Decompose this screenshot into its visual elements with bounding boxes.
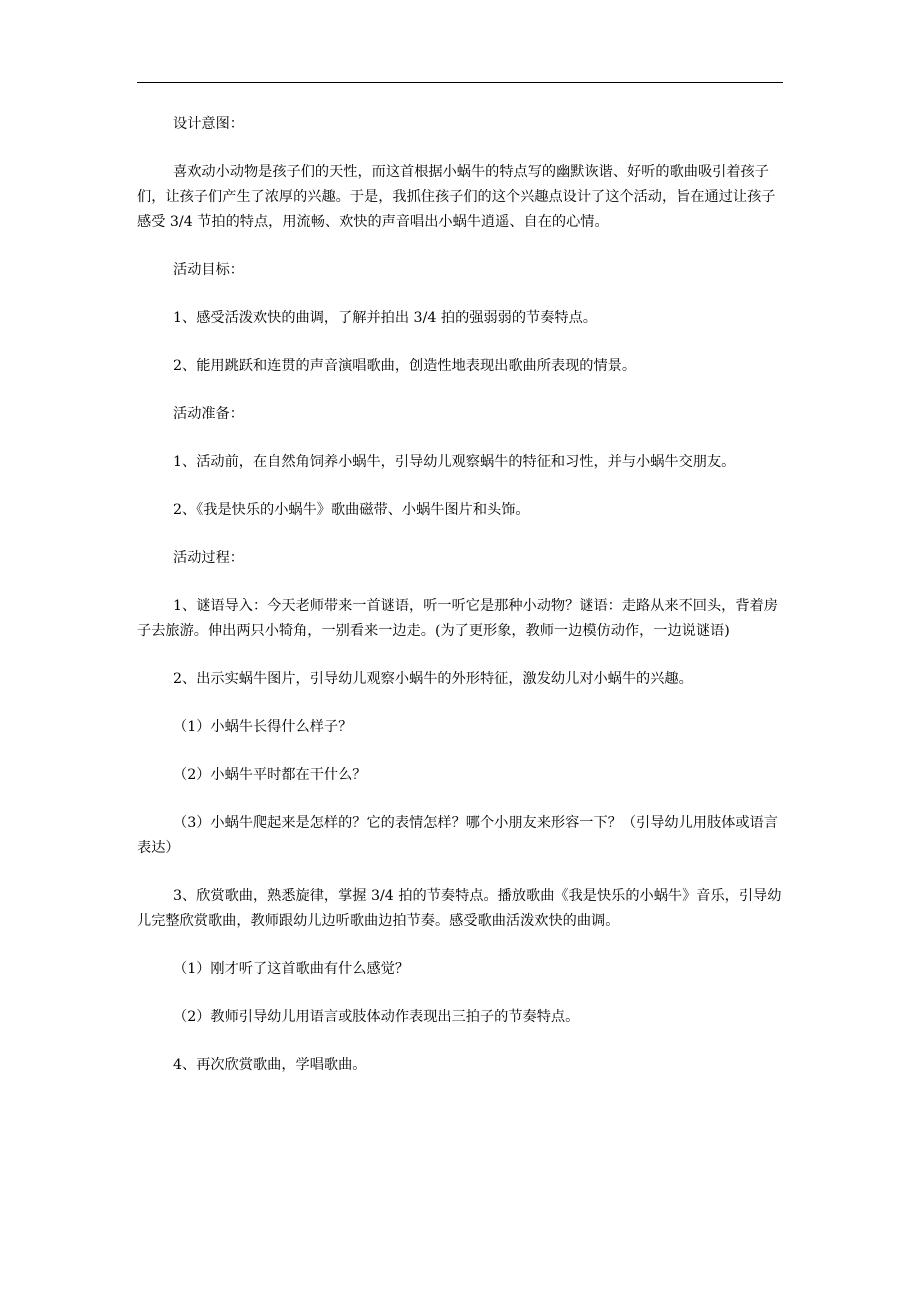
section-heading-goals: 活动目标： (173, 262, 244, 278)
document-body (137, 112, 783, 1101)
process-step3-question-2: （2）教师引导幼儿用语言或肢体动作表现出三拍子的节奏特点。 (173, 1009, 580, 1025)
process-step-2: 2、出示实蜗牛图片，引导幼儿观察小蜗牛的外形特征，激发幼儿对小蜗牛的兴趣。 (173, 671, 693, 687)
process-step-1: 1、谜语导入：今天老师带来一首谜语，听一听它是那种小动物？谜语：走路从来不回头，背着房子去旅游。伸出两只小犄角，一别看来一边走。(为了更形象，教师一边模仿动作，一边说谜语) (137, 598, 778, 639)
process-step-3: 3、欣赏歌曲，熟悉旋律，掌握 3/4 拍的节奏特点。播放歌曲《我是快乐的小蜗牛》音乐，引导幼儿完整欣赏歌曲，教师跟幼儿边听歌曲边拍节奏。感受歌曲活泼欢快的曲调。 (137, 888, 782, 929)
section-heading-process: 活动过程： (173, 550, 244, 566)
section-heading-design-intent: 设计意图： (173, 116, 244, 132)
header-rule (137, 82, 783, 83)
goal-item-1: 1、感受活泼欢快的曲调，了解并拍出 3/4 拍的强弱弱的节奏特点。 (173, 310, 597, 326)
preparation-item-2: 2、《我是快乐的小蜗牛》歌曲磁带、小蜗牛图片和头饰。 (173, 502, 530, 518)
process-step3-question-1: （1）刚才听了这首歌曲有什么感觉？ (173, 961, 410, 977)
goal-item-2: 2、能用跳跃和连贯的声音演唱歌曲，创造性地表现出歌曲所表现的情景。 (173, 358, 637, 374)
process-question-2: （2）小蜗牛平时都在干什么？ (173, 767, 367, 783)
process-question-1: （1）小蜗牛长得什么样子？ (173, 719, 353, 735)
preparation-item-1: 1、活动前，在自然角饲养小蜗牛，引导幼儿观察蜗牛的特征和习性，并与小蜗牛交朋友。 (173, 454, 736, 470)
process-question-3: （3）小蜗牛爬起来是怎样的？它的表情怎样？哪个小朋友来形容一下？（引导幼儿用肢体或语言表达） (137, 815, 778, 856)
process-step-4: 4、再次欣赏歌曲，学唱歌曲。 (173, 1057, 367, 1073)
section-heading-preparation: 活动准备： (173, 406, 244, 422)
paragraph-design-intent: 喜欢动小动物是孩子们的天性，而这首根据小蜗牛的特点写的幽默诙谐、好听的歌曲吸引着孩子们，让孩子们产生了浓厚的兴趣。于是，我抓住孩子们的这个兴趣点设计了这个活动，旨在通过让孩子感受 3/4 节拍的特点，用流畅、欢快的声音唱出小蜗牛逍遥、自在的心情。 (137, 164, 776, 230)
